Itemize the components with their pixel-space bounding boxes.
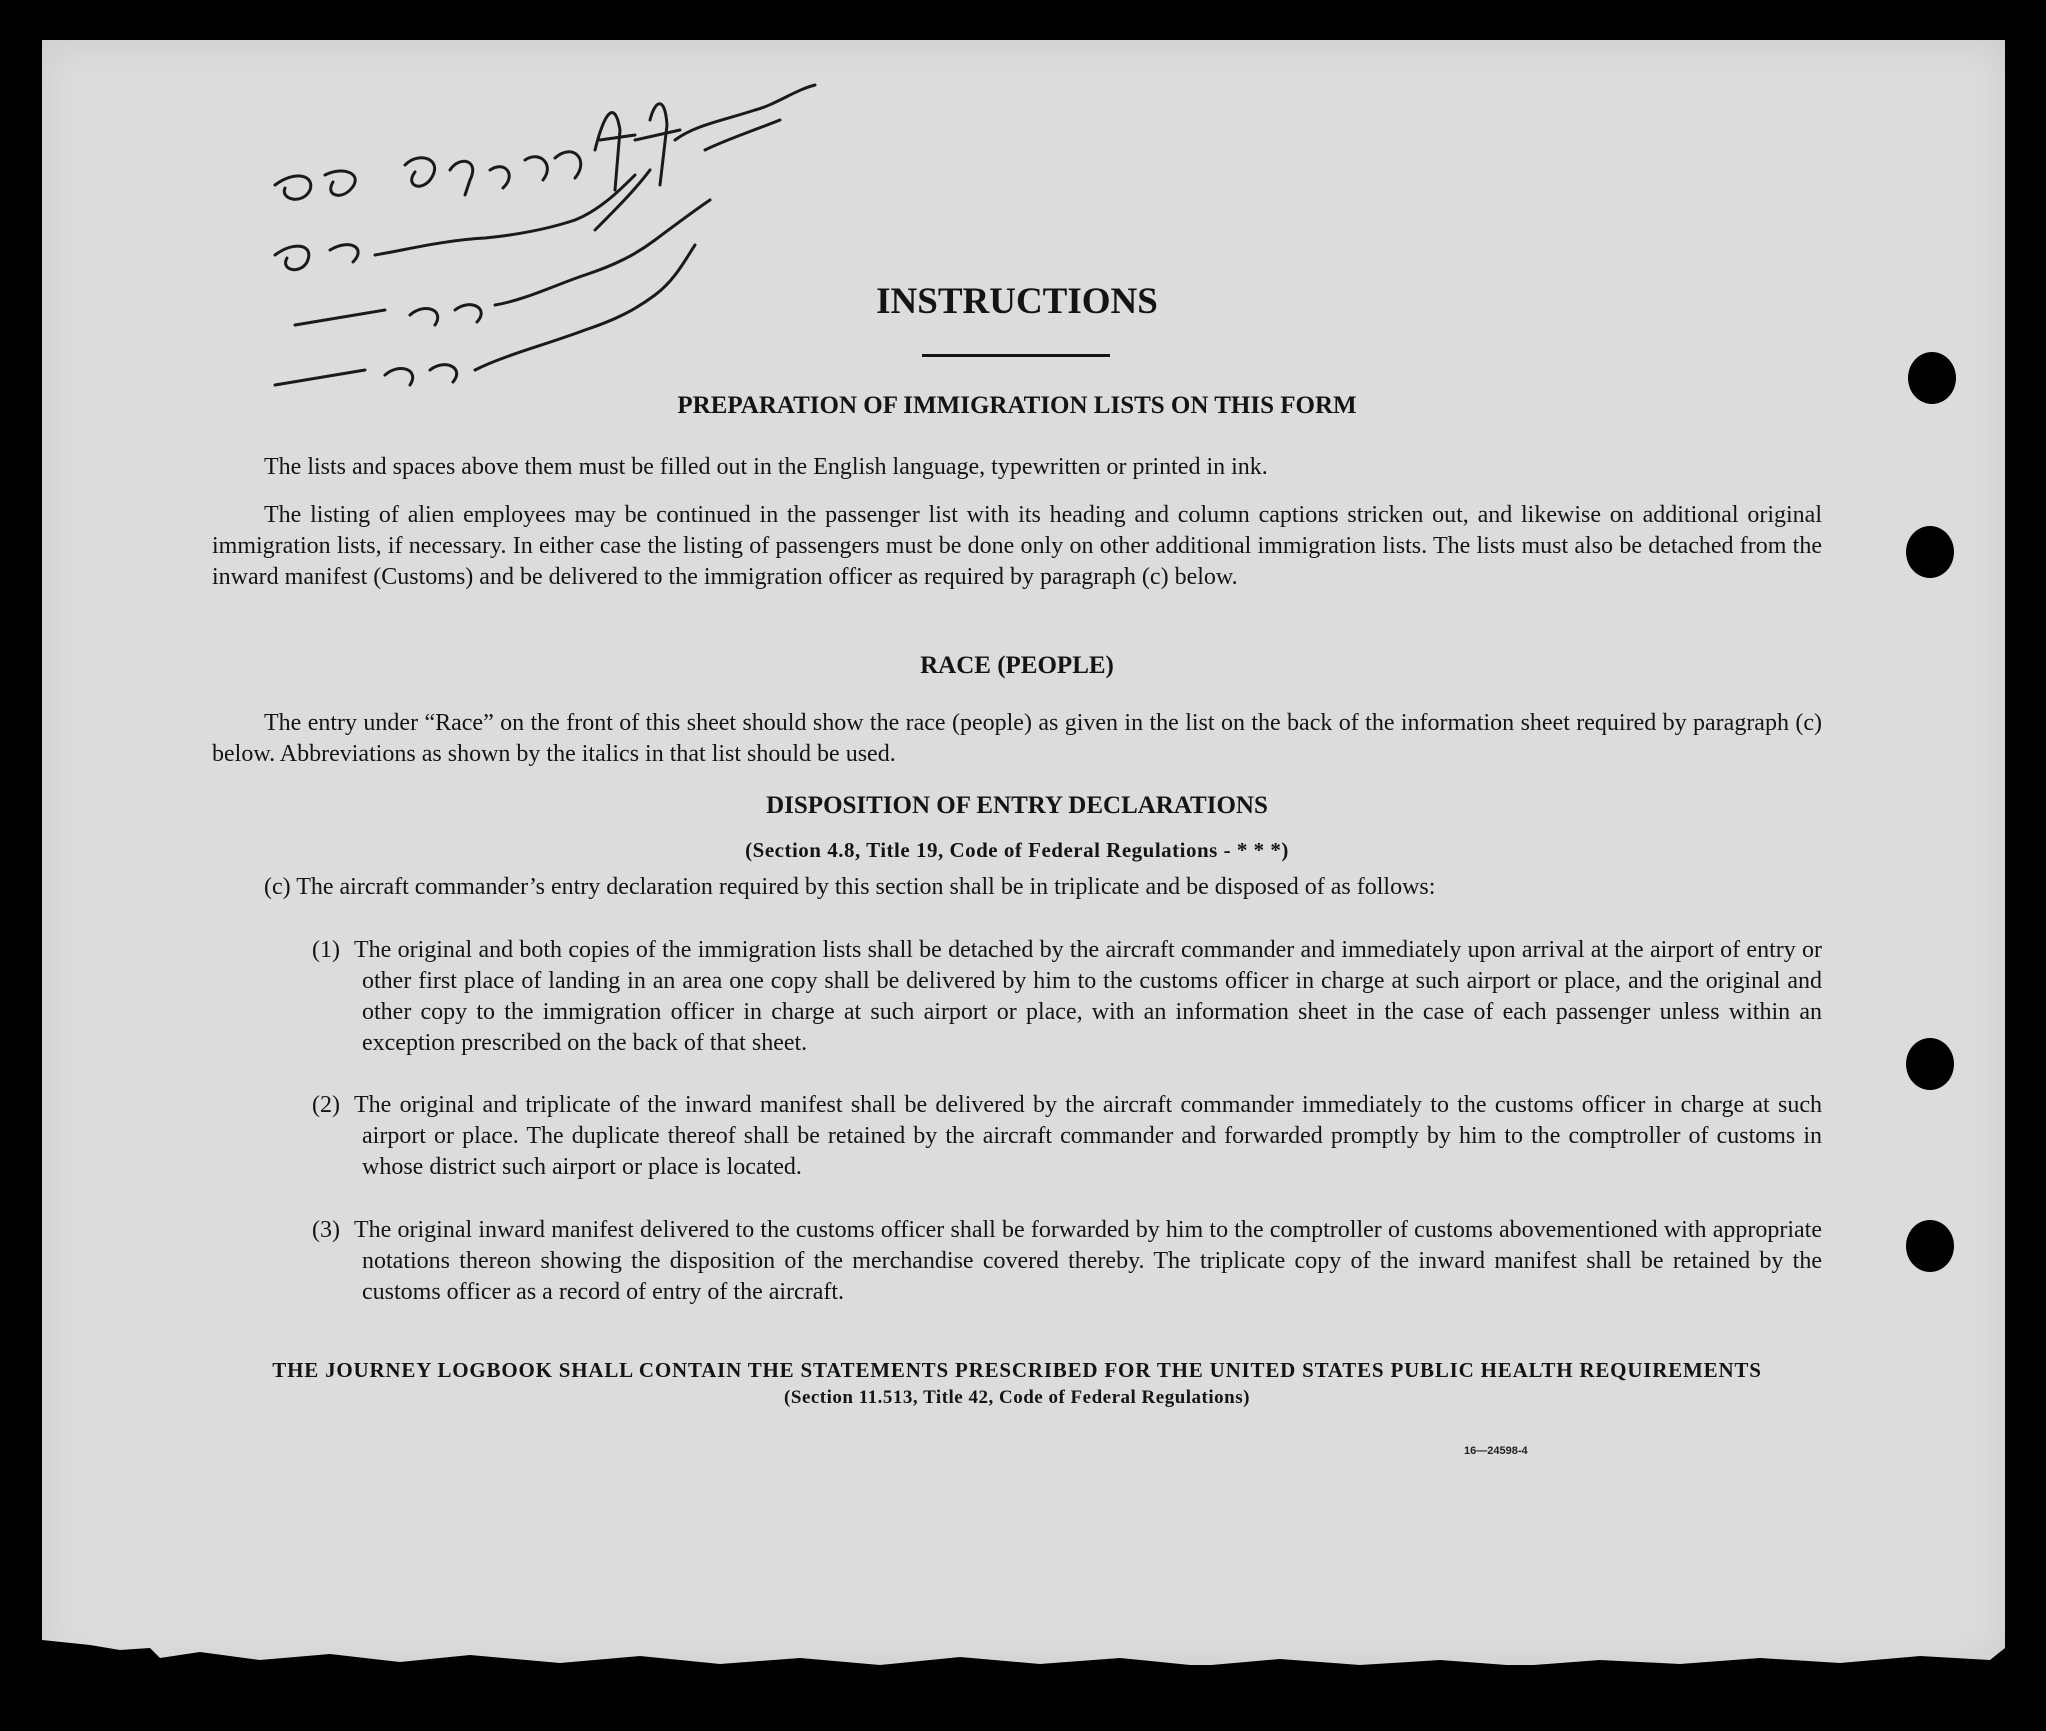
paragraph-text: The aircraft commander’s entry declaration required by this section shall be in triplicate and be disposed of as follows: <box>296 874 1436 900</box>
list-item-text: The original and triplicate of the inward manifest shall be delivered by the aircraft commander immediately to the customs officer in charge at such airport or place. The duplicate thereof shall be retained by the aircraft commander and forwarded promptly by him to the comptroller of customs in whose district such airport or place is located. <box>354 1092 1822 1180</box>
list-item-text: The original inward manifest delivered to the customs officer shall be forwarded by him to the comptroller of customs abovementioned with appropriate notations thereon showing the disposition of the merchandise covered thereby. The triplicate copy of the inward manifest shall be retained by the customs officer as a record of entry of the aircraft. <box>354 1217 1822 1305</box>
paragraph-text: The listing of alien employees may be continued in the passenger list with its heading and column captions stricken out, and likewise on additional original immigration lists, if necessary. In either case the listing of passengers must be done only on other additional immigration lists. The lists must also be detached from the inward manifest (Customs) and be delivered to the immigration officer as required by paragraph (c) below. <box>212 502 1822 590</box>
paragraph-english-language <box>212 452 1822 483</box>
list-item <box>312 1215 1822 1308</box>
section-heading-race: RACE (PEOPLE) <box>920 652 1114 679</box>
section-heading-preparation: PREPARATION OF IMMIGRATION LISTS ON THIS FORM <box>677 392 1357 419</box>
section-citation: (Section 4.8, Title 19, Code of Federal Regulations - * * *) <box>745 838 1289 862</box>
list-item-text: The original and both copies of the immigration lists shall be detached by the aircraft commander and immediately upon arrival at the airport of entry or other first place of landing in an area one copy shall be delivered by him to the customs officer in charge at such airport or place, and the original and other copy to the immigration officer in charge at such airport or place, with an information sheet in the case of each passenger unless within an exception prescribed on the back of that sheet. <box>354 937 1822 1056</box>
list-item <box>312 1090 1822 1183</box>
punch-hole <box>1906 1220 1954 1272</box>
punch-hole <box>1906 526 1954 578</box>
punch-hole <box>1908 352 1956 404</box>
bleed-through-text <box>1080 145 1086 171</box>
section-heading-disposition: DISPOSITION OF ENTRY DECLARATIONS <box>766 792 1268 819</box>
footer-citation: (Section 11.513, Title 42, Code of Federal Regulations) <box>784 1387 1250 1408</box>
list-item-number: (1) <box>312 937 340 963</box>
paragraph-alien-employees <box>212 500 1822 593</box>
title-underline <box>922 354 1110 357</box>
footer-health-requirements: THE JOURNEY LOGBOOK SHALL CONTAIN THE STATEMENTS PRESCRIBED FOR THE UNITED STATES PUBLIC HEALTH REQUIREMENTS <box>272 1358 1762 1382</box>
handwritten-annotation <box>255 80 855 410</box>
paragraph-race <box>212 708 1822 770</box>
paragraph-label: (c) <box>264 874 291 900</box>
paragraph-text: The lists and spaces above them must be filled out in the English language, typewritten or printed in ink. <box>264 454 1268 480</box>
document-title: INSTRUCTIONS <box>876 281 1158 322</box>
paragraph-text: The entry under “Race” on the front of this sheet should show the race (people) as given in the list on the back of the information sheet required by paragraph (c) below. Abbreviations as shown by the italics in that list should be used. <box>212 710 1822 767</box>
torn-paper-edge <box>0 1600 2046 1731</box>
form-number: 16—24598-4 <box>1464 1445 1528 1457</box>
list-item-number: (2) <box>312 1092 340 1118</box>
list-item-number: (3) <box>312 1217 340 1243</box>
list-item <box>312 935 1822 1059</box>
punch-hole <box>1906 1038 1954 1090</box>
paragraph-c-intro <box>264 872 1822 903</box>
